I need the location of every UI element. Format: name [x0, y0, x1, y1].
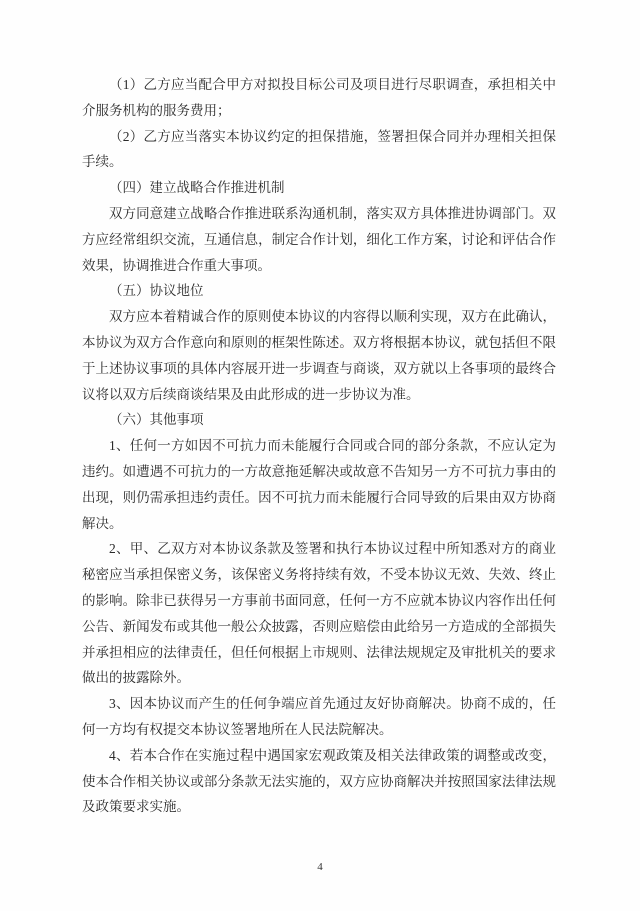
- section-5-body: 双方应本着精诚合作的原则使本协议的内容得以顺利实现，双方在此确认，本协议为双方合作意向和原则的框架性陈述。双方将根据本协议，就包括但不限于上述协议事项的具体内容展开进一步调查与商谈，双方就以上各事项的最终合议将以双方后续商谈结果及由此形成的进一步协议为准。: [82, 309, 556, 402]
- section-heading-6: （六）其他事项: [109, 412, 204, 428]
- clause-subitem-1: （1）乙方应当配合甲方对拟投目标公司及项目进行尽职调查，承担相关中介服务机构的服务费用；: [82, 77, 556, 118]
- section-4-body: 双方同意建立战略合作推进联系沟通机制，落实双方具体推进协调部门。双方应经常组织交流，互通信息，制定合作计划，细化工作方案，讨论和评估合作效果，协调推进合作重大事项。: [82, 205, 556, 273]
- page-number: 4: [317, 861, 323, 873]
- section-6-item-2: 2、甲、乙双方对本协议条款及签署和执行本协议过程中所知悉对方的商业秘密应当承担保密义务，该保密义务将持续有效，不受本协议无效、失效、终止的影响。除非已获得另一方事前书面同意，任何一方不应就本协议内容作出任何公告、新闻发布或其他一般公众披露，否则应赔偿由此给另一方造成的全部损失并承担相应的法律责任，但任何根据上市规则、法律法规规定及审批机关的要求做出的披露除外。: [82, 541, 556, 686]
- section-6-item-3: 3、因本协议而产生的任何争端应首先通过友好协商解决。协商不成的，任何一方均有权提交本协议签署地所在人民法院解决。: [82, 696, 556, 737]
- clause-subitem-2: （2）乙方应当落实本协议约定的担保措施，签署担保合同并办理相关担保手续。: [82, 128, 556, 170]
- section-6-item-1: 1、任何一方如因不可抗力而未能履行合同或合同的部分条款，不应认定为违约。如遭遇不可抗力的一方故意拖延解决或故意不告知另一方不可抗力事由的出现，则仍需承担违约责任。因不可抗力而未能履行合同导致的后果由双方协商解决。: [82, 438, 556, 531]
- section-6-item-4: 4、若本合作在实施过程中遇国家宏观政策及相关法律政策的调整或改变，使本合作相关协议或部分条款无法实施的，双方应协商解决并按照国家法律法规及政策要求实施。: [82, 747, 556, 815]
- document-body: [82, 72, 556, 820]
- section-heading-5: （五）协议地位: [109, 283, 204, 299]
- section-heading-4: （四）建立战略合作推进机制: [109, 180, 285, 196]
